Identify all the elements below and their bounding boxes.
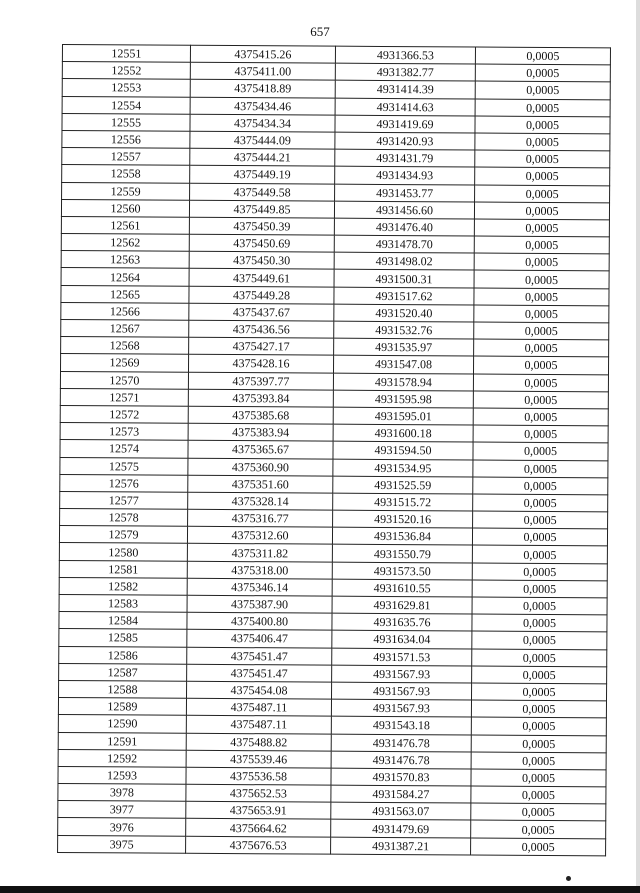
point-id-cell: 3977: [58, 801, 186, 819]
point-id-cell: 12553: [62, 79, 190, 97]
coordinates-table: [57, 44, 611, 856]
point-id-cell: 3978: [58, 784, 186, 802]
tolerance-cell: 0,0005: [473, 511, 608, 529]
table-row: [58, 835, 606, 856]
coord-x-cell: 4375434.34: [190, 114, 335, 132]
coord-x-cell: 4375450.39: [189, 217, 334, 235]
coord-x-cell: 4375676.53: [186, 836, 331, 854]
coord-y-cell: 4931584.27: [331, 785, 471, 803]
point-id-cell: 12551: [62, 45, 190, 63]
point-id-cell: 12575: [60, 457, 188, 475]
coord-x-cell: 4375328.14: [188, 492, 333, 510]
point-id-cell: 12563: [61, 251, 189, 269]
coord-x-cell: 4375360.90: [188, 458, 333, 476]
scan-speck: [566, 876, 571, 881]
tolerance-cell: 0,0005: [475, 167, 610, 185]
tolerance-cell: 0,0005: [471, 769, 606, 787]
point-id-cell: 12569: [61, 354, 189, 372]
point-id-cell: 12573: [60, 423, 188, 441]
tolerance-cell: 0,0005: [475, 47, 610, 65]
coord-x-cell: 4375449.61: [189, 269, 334, 287]
coord-y-cell: 4931387.21: [331, 837, 471, 855]
coord-x-cell: 4375427.17: [189, 337, 334, 355]
coord-y-cell: 4931382.77: [335, 63, 475, 81]
point-id-cell: 12555: [62, 113, 190, 131]
coord-x-cell: 4375664.62: [186, 819, 331, 837]
coord-x-cell: 4375450.30: [189, 252, 334, 270]
coord-y-cell: 4931595.98: [333, 390, 473, 408]
tolerance-cell: 0,0005: [473, 374, 608, 392]
tolerance-cell: 0,0005: [471, 820, 606, 838]
coord-y-cell: 4931476.78: [331, 734, 471, 752]
tolerance-cell: 0,0005: [474, 322, 609, 340]
coord-x-cell: 4375406.47: [187, 630, 332, 648]
coord-x-cell: 4375449.28: [189, 286, 334, 304]
tolerance-cell: 0,0005: [475, 185, 610, 203]
point-id-cell: 12561: [61, 216, 189, 234]
point-id-cell: 12590: [58, 715, 186, 733]
point-id-cell: 12582: [59, 577, 187, 595]
coord-x-cell: 4375312.60: [187, 527, 332, 545]
coord-y-cell: 4931534.95: [333, 459, 473, 477]
point-id-cell: 12557: [62, 148, 190, 166]
coord-x-cell: 4375411.00: [190, 62, 335, 80]
point-id-cell: 12559: [62, 182, 190, 200]
point-id-cell: 12565: [61, 285, 189, 303]
point-id-cell: 3975: [58, 835, 186, 853]
point-id-cell: 12580: [59, 543, 187, 561]
tolerance-cell: 0,0005: [474, 236, 609, 254]
point-id-cell: 12558: [62, 165, 190, 183]
coord-y-cell: 4931520.16: [333, 510, 473, 528]
coord-y-cell: 4931453.77: [335, 184, 475, 202]
coord-y-cell: 4931532.76: [334, 321, 474, 339]
coord-x-cell: 4375316.77: [188, 509, 333, 527]
coord-y-cell: 4931476.78: [331, 751, 471, 769]
tolerance-cell: 0,0005: [471, 803, 606, 821]
coord-y-cell: 4931536.84: [332, 527, 472, 545]
point-id-cell: 12586: [59, 646, 187, 664]
tolerance-cell: 0,0005: [472, 631, 607, 649]
coord-x-cell: 4375400.80: [187, 612, 332, 630]
tolerance-cell: 0,0005: [473, 356, 608, 374]
point-id-cell: 12562: [61, 234, 189, 252]
coord-y-cell: 4931635.76: [332, 613, 472, 631]
coord-x-cell: 4375387.90: [187, 595, 332, 613]
coord-x-cell: 4375539.46: [186, 750, 331, 768]
coord-y-cell: 4931567.93: [332, 665, 472, 683]
tolerance-cell: 0,0005: [474, 253, 609, 271]
point-id-cell: 12568: [61, 337, 189, 355]
point-id-cell: 12591: [58, 732, 186, 750]
tolerance-cell: 0,0005: [473, 460, 608, 478]
point-id-cell: 12574: [60, 440, 188, 458]
coord-x-cell: 4375451.47: [187, 647, 332, 665]
coord-y-cell: 4931525.59: [333, 476, 473, 494]
tolerance-cell: 0,0005: [472, 666, 607, 684]
coord-y-cell: 4931456.60: [334, 201, 474, 219]
coordinates-table-body: [58, 45, 611, 856]
point-id-cell: 12577: [60, 491, 188, 509]
coord-x-cell: 4375437.67: [189, 303, 334, 321]
coord-x-cell: 4375454.08: [187, 681, 332, 699]
tolerance-cell: 0,0005: [473, 425, 608, 443]
scan-edge-right: [636, 0, 640, 893]
tolerance-cell: 0,0005: [471, 683, 606, 701]
page-number: 657: [310, 24, 330, 39]
coord-x-cell: 4375444.21: [190, 148, 335, 166]
tolerance-cell: 0,0005: [475, 64, 610, 82]
coord-y-cell: 4931520.40: [334, 304, 474, 322]
point-id-cell: 12566: [61, 302, 189, 320]
point-id-cell: 3976: [58, 818, 186, 836]
coord-y-cell: 4931571.53: [332, 648, 472, 666]
coord-x-cell: 4375451.47: [187, 664, 332, 682]
tolerance-cell: 0,0005: [471, 752, 606, 770]
coord-x-cell: 4375449.58: [190, 183, 335, 201]
point-id-cell: 12576: [60, 474, 188, 492]
coord-y-cell: 4931431.79: [335, 149, 475, 167]
tolerance-cell: 0,0005: [474, 339, 609, 357]
coord-y-cell: 4931595.01: [333, 407, 473, 425]
point-id-cell: 12554: [62, 96, 190, 114]
tolerance-cell: 0,0005: [472, 545, 607, 563]
tolerance-cell: 0,0005: [475, 150, 610, 168]
coord-y-cell: 4931414.39: [335, 81, 475, 99]
tolerance-cell: 0,0005: [472, 649, 607, 667]
coord-y-cell: 4931500.31: [334, 270, 474, 288]
coord-y-cell: 4931563.07: [331, 802, 471, 820]
coord-y-cell: 4931414.63: [335, 98, 475, 116]
tolerance-cell: 0,0005: [475, 116, 610, 134]
coord-y-cell: 4931515.72: [333, 493, 473, 511]
coord-x-cell: 4375487.11: [186, 698, 331, 716]
coord-y-cell: 4931610.55: [332, 579, 472, 597]
tolerance-cell: 0,0005: [475, 99, 610, 117]
point-id-cell: 12588: [59, 680, 187, 698]
coord-x-cell: 4375450.69: [189, 234, 334, 252]
point-id-cell: 12564: [61, 268, 189, 286]
tolerance-cell: 0,0005: [472, 597, 607, 615]
coord-x-cell: 4375415.26: [190, 45, 335, 63]
coord-y-cell: 4931478.70: [334, 235, 474, 253]
point-id-cell: 12584: [59, 612, 187, 630]
tolerance-cell: 0,0005: [475, 133, 610, 151]
coord-y-cell: 4931629.81: [332, 596, 472, 614]
tolerance-cell: 0,0005: [475, 81, 610, 99]
point-id-cell: 12570: [60, 371, 188, 389]
coord-y-cell: 4931600.18: [333, 424, 473, 442]
coord-y-cell: 4931634.04: [332, 631, 472, 649]
tolerance-cell: 0,0005: [472, 580, 607, 598]
coord-x-cell: 4375488.82: [186, 733, 331, 751]
coord-x-cell: 4375444.09: [190, 131, 335, 149]
tolerance-cell: 0,0005: [474, 219, 609, 237]
scan-edge-bottom: [0, 886, 640, 893]
point-id-cell: 12567: [61, 319, 189, 337]
point-id-cell: 12560: [61, 199, 189, 217]
coord-x-cell: 4375397.77: [188, 372, 333, 390]
tolerance-cell: 0,0005: [471, 717, 606, 735]
coord-y-cell: 4931476.40: [334, 218, 474, 236]
coordinates-table-container: [57, 44, 610, 856]
tolerance-cell: 0,0005: [473, 442, 608, 460]
coord-x-cell: 4375428.16: [188, 355, 333, 373]
coord-x-cell: 4375418.89: [190, 80, 335, 98]
tolerance-cell: 0,0005: [474, 305, 609, 323]
point-id-cell: 12593: [58, 766, 186, 784]
point-id-cell: 12581: [59, 560, 187, 578]
tolerance-cell: 0,0005: [471, 735, 606, 753]
point-id-cell: 12579: [59, 526, 187, 544]
point-id-cell: 12585: [59, 629, 187, 647]
coord-y-cell: 4931366.53: [335, 46, 475, 64]
coord-y-cell: 4931498.02: [334, 252, 474, 270]
coord-x-cell: 4375536.58: [186, 767, 331, 785]
tolerance-cell: 0,0005: [474, 270, 609, 288]
coord-x-cell: 4375318.00: [187, 561, 332, 579]
coord-x-cell: 4375434.46: [190, 97, 335, 115]
tolerance-cell: 0,0005: [473, 477, 608, 495]
coord-y-cell: 4931419.69: [335, 115, 475, 133]
point-id-cell: 12592: [58, 749, 186, 767]
coord-x-cell: 4375351.60: [188, 475, 333, 493]
point-id-cell: 12578: [60, 509, 188, 527]
coord-x-cell: 4375311.82: [187, 544, 332, 562]
coord-y-cell: 4931594.50: [333, 441, 473, 459]
point-id-cell: 12571: [60, 388, 188, 406]
coord-x-cell: 4375652.53: [186, 784, 331, 802]
coord-y-cell: 4931420.93: [335, 132, 475, 150]
coord-y-cell: 4931547.08: [333, 356, 473, 374]
coord-x-cell: 4375436.56: [189, 320, 334, 338]
point-id-cell: 12583: [59, 594, 187, 612]
point-id-cell: 12587: [59, 663, 187, 681]
point-id-cell: 12572: [60, 405, 188, 423]
coord-x-cell: 4375653.91: [186, 802, 331, 820]
coord-x-cell: 4375346.14: [187, 578, 332, 596]
tolerance-cell: 0,0005: [472, 528, 607, 546]
coord-y-cell: 4931567.93: [331, 699, 471, 717]
tolerance-cell: 0,0005: [472, 614, 607, 632]
coord-y-cell: 4931573.50: [332, 562, 472, 580]
tolerance-cell: 0,0005: [474, 288, 609, 306]
point-id-cell: 12589: [58, 698, 186, 716]
coord-x-cell: 4375449.85: [189, 200, 334, 218]
coord-y-cell: 4931567.93: [332, 682, 472, 700]
coord-y-cell: 4931570.83: [331, 768, 471, 786]
coord-x-cell: 4375383.94: [188, 423, 333, 441]
coord-x-cell: 4375449.19: [190, 166, 335, 184]
coord-x-cell: 4375393.84: [188, 389, 333, 407]
coord-x-cell: 4375487.11: [186, 716, 331, 734]
coord-y-cell: 4931543.18: [331, 716, 471, 734]
tolerance-cell: 0,0005: [471, 838, 606, 856]
coord-y-cell: 4931578.94: [333, 373, 473, 391]
tolerance-cell: 0,0005: [473, 391, 608, 409]
point-id-cell: 12552: [62, 62, 190, 80]
coord-y-cell: 4931517.62: [334, 287, 474, 305]
tolerance-cell: 0,0005: [473, 494, 608, 512]
coord-x-cell: 4375365.67: [188, 441, 333, 459]
coord-y-cell: 4931535.97: [334, 338, 474, 356]
coord-y-cell: 4931550.79: [332, 545, 472, 563]
tolerance-cell: 0,0005: [473, 408, 608, 426]
point-id-cell: 12556: [62, 130, 190, 148]
tolerance-cell: 0,0005: [471, 700, 606, 718]
coord-y-cell: 4931479.69: [331, 820, 471, 838]
tolerance-cell: 0,0005: [471, 786, 606, 804]
tolerance-cell: 0,0005: [474, 202, 609, 220]
coord-x-cell: 4375385.68: [188, 406, 333, 424]
tolerance-cell: 0,0005: [472, 563, 607, 581]
coord-y-cell: 4931434.93: [335, 166, 475, 184]
